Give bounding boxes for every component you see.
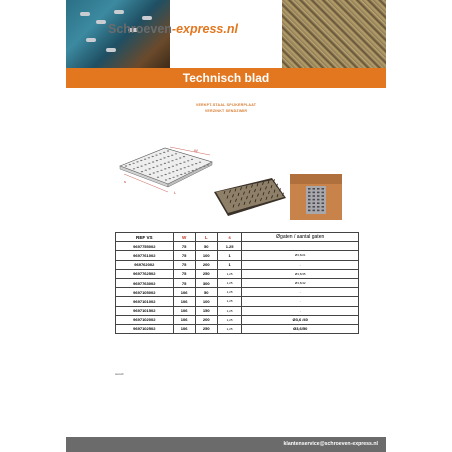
table-row	[116, 297, 359, 306]
s-cell: 1,25	[217, 324, 242, 333]
w-cell: 75	[173, 260, 195, 269]
gaten-cell: Ø3,6 /40	[242, 315, 359, 324]
footer-email-link[interactable]: klantenservice@schroeven-express.nl	[283, 441, 378, 447]
col-gaten: Øgaten / aantal gaten	[242, 233, 359, 242]
screws-photo	[282, 0, 386, 68]
spec-table	[115, 232, 359, 334]
w-cell: 75	[173, 278, 195, 287]
ref-cell: 9697102002	[116, 315, 174, 324]
s-cell: 1,25	[217, 269, 242, 278]
nail-plate-drawing	[110, 142, 225, 202]
l-cell: 50	[195, 288, 217, 297]
s-cell: 1,25	[217, 278, 242, 287]
w-cell: 75	[173, 242, 195, 251]
gaten-cell: Ø3,6/35	[242, 269, 359, 278]
dim-s-label: s	[124, 179, 126, 184]
s-cell: 1,25	[217, 306, 242, 315]
s-cell: 1,25	[217, 288, 242, 297]
ref-cell: 969762002	[116, 260, 174, 269]
table-row	[116, 324, 359, 333]
gaten-cell	[242, 242, 359, 251]
table-row	[116, 251, 359, 260]
w-cell: 106	[173, 288, 195, 297]
ref-cell: 9697762502	[116, 269, 174, 278]
w-cell: 75	[173, 251, 195, 260]
l-cell: 200	[195, 260, 217, 269]
product-subtitle-1: VERKPT-STAAL SPIJKERPLAAT	[195, 103, 257, 107]
gaten-cell: -	[242, 288, 359, 297]
col-l: L	[195, 233, 217, 242]
gaten-cell: -	[242, 297, 359, 306]
w-cell: 106	[173, 315, 195, 324]
table-header-row	[116, 233, 359, 242]
col-w: W	[173, 233, 195, 242]
ref-cell: 9697105002	[116, 288, 174, 297]
col-s: s	[217, 233, 242, 242]
l-cell: 300	[195, 278, 217, 287]
product-photo	[212, 172, 342, 222]
table-row	[116, 269, 359, 278]
s-cell: 1,25	[217, 315, 242, 324]
s-cell: 1.25	[217, 242, 242, 251]
w-cell: 106	[173, 324, 195, 333]
gaten-cell: -	[242, 260, 359, 269]
ref-cell: 9697102502	[116, 324, 174, 333]
ref-cell: 9697101502	[116, 306, 174, 315]
dim-w-label: W	[194, 148, 198, 153]
logo-text-2: -express.nl	[171, 22, 238, 36]
page-title: Technisch blad	[182, 71, 270, 85]
l-cell: 100	[195, 251, 217, 260]
l-cell: 200	[195, 315, 217, 324]
l-cell: 50	[195, 242, 217, 251]
s-cell: 1	[217, 251, 242, 260]
w-cell: 106	[173, 297, 195, 306]
gaten-cell: -	[242, 306, 359, 315]
s-cell: 1,25	[217, 297, 242, 306]
table-row	[116, 288, 359, 297]
table-row	[116, 278, 359, 287]
col-ref: REF VS	[116, 233, 174, 242]
l-cell: 150	[195, 306, 217, 315]
product-subtitle-2: VERZINKT SENDZIMIR	[204, 109, 248, 113]
l-cell: 250	[195, 324, 217, 333]
dim-l-label: L	[174, 190, 177, 195]
gaten-cell: Ø3,6/21	[242, 251, 359, 260]
gaten-cell: Ø3,6/50	[242, 324, 359, 333]
l-cell: 250	[195, 269, 217, 278]
table-row	[116, 315, 359, 324]
table-row	[116, 242, 359, 251]
w-cell: 75	[173, 269, 195, 278]
ref-cell: 9697763002	[116, 278, 174, 287]
ref-cell: 9697761002	[116, 251, 174, 260]
l-cell: 100	[195, 297, 217, 306]
ref-cell: 9697755002	[116, 242, 174, 251]
w-cell: 106	[173, 306, 195, 315]
s-cell: 1	[217, 260, 242, 269]
table-row	[116, 306, 359, 315]
ref-cell: 9697101002	[116, 297, 174, 306]
gaten-cell: Ø3,6/42	[242, 278, 359, 287]
logo[interactable]	[108, 22, 238, 36]
logo-text-1: Schroeven	[108, 22, 172, 36]
table-row	[116, 260, 359, 269]
footnote: stand0	[115, 372, 124, 376]
